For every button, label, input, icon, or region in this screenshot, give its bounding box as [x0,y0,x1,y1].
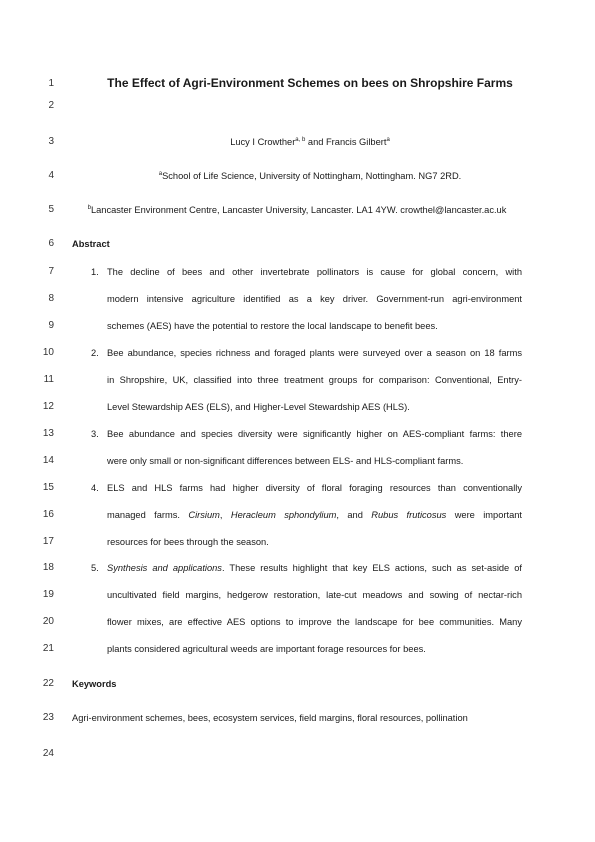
abstract-line: Bee abundance and species diversity were significantly higher on AES-compliant farms: there [107,429,522,439]
abstract-line: were only small or non-significant differences between ELS- and HLS-compliant farms. [107,456,464,466]
line-number: 18 [42,562,54,573]
line-number: 11 [43,374,54,385]
line-number: 2 [48,100,54,111]
author-affiliation-marker: a, b [295,136,306,143]
line-number: 9 [48,320,54,331]
line-number: 4 [48,170,54,181]
species-name: Cirsium [188,510,220,520]
list-number: 1. [91,267,99,277]
line-number: 23 [42,712,54,723]
abstract-line: modern intensive agriculture identified as a key driver. Government-run agri-environment [107,294,522,304]
abstract-line: in Shropshire, UK, classified into three treatment groups for comparison: Conventional, Entry- [107,375,522,385]
line-number: 6 [48,238,54,249]
text-run: , and [336,510,372,520]
paper-title: The Effect of Agri-Environment Schemes on bees on Shropshire Farms [107,76,513,90]
text-run: , [219,510,231,520]
author-line [60,136,560,148]
line-number: 3 [48,136,54,147]
author-conjunction: and [305,137,326,147]
line-number: 1 [48,78,54,89]
abstract-line: flower mixes, are effective AES options to improve the landscape for bee communities. Many [107,617,522,627]
affiliation-b [72,204,522,216]
abstract-line [107,509,522,521]
line-number: 20 [42,616,54,627]
italic-phrase: Synthesis and applications [107,563,222,573]
line-number: 8 [48,293,54,304]
affiliation-text: School of Life Science, University of Nottingham, Nottingham. NG7 2RD. [162,171,462,181]
affiliation-marker: b [87,204,91,211]
author-name: Francis Gilbert [326,137,387,147]
abstract-line: plants considered agricultural weeds are important forage resources for bees. [107,644,426,654]
keywords-heading: Keywords [72,679,117,689]
text-run: managed farms. [107,510,189,520]
list-number: 5. [91,563,99,573]
affiliation-a [60,170,560,182]
line-number: 10 [42,347,54,358]
text-run: . These results highlight that key ELS actions, such as set-aside of [221,563,522,573]
abstract-line: uncultivated field margins, hedgerow restoration, late-cut meadows and sowing of nectar-rich [107,590,522,600]
line-number: 22 [42,678,54,689]
line-number: 21 [42,643,54,654]
line-number: 16 [42,509,54,520]
author-affiliation-marker: a [386,136,390,143]
line-number: 24 [42,748,54,759]
line-number: 19 [42,589,54,600]
affiliation-marker: a [158,170,163,177]
species-name: Heracleum sphondylium [230,510,337,520]
abstract-line: The decline of bees and other invertebrate pollinators is cause for global concern, with [107,267,522,277]
line-number: 7 [48,266,54,277]
abstract-line: resources for bees through the season. [107,537,269,547]
line-number: 5 [48,204,54,215]
author-name: Lucy I Crowther [230,137,296,147]
list-number: 2. [91,348,99,358]
line-number: 12 [42,401,54,412]
abstract-heading: Abstract [72,239,110,249]
keywords-list: Agri-environment schemes, bees, ecosystem services, field margins, floral resources, pollination [72,713,468,723]
line-number: 15 [42,482,54,493]
abstract-line: Bee abundance, species richness and foraged plants were surveyed over a season on 18 farms [107,348,522,358]
affiliation-text: Lancaster Environment Centre, Lancaster University, Lancaster. LA1 4YW. crowthel@lancaster.ac.uk [90,205,507,215]
abstract-line: ELS and HLS farms had higher diversity of floral foraging resources than conventionally [107,483,522,493]
line-number: 13 [42,428,54,439]
abstract-line [107,562,522,574]
species-name: Rubus fruticosus [371,510,447,520]
list-number: 3. [91,429,99,439]
abstract-line: Level Stewardship AES (ELS), and Higher-Level Stewardship AES (HLS). [107,402,410,412]
text-run: were important [446,510,522,520]
abstract-line: schemes (AES) have the potential to restore the local landscape to benefit bees. [107,321,438,331]
line-number: 14 [42,455,54,466]
line-number: 17 [42,536,54,547]
list-number: 4. [91,483,99,493]
